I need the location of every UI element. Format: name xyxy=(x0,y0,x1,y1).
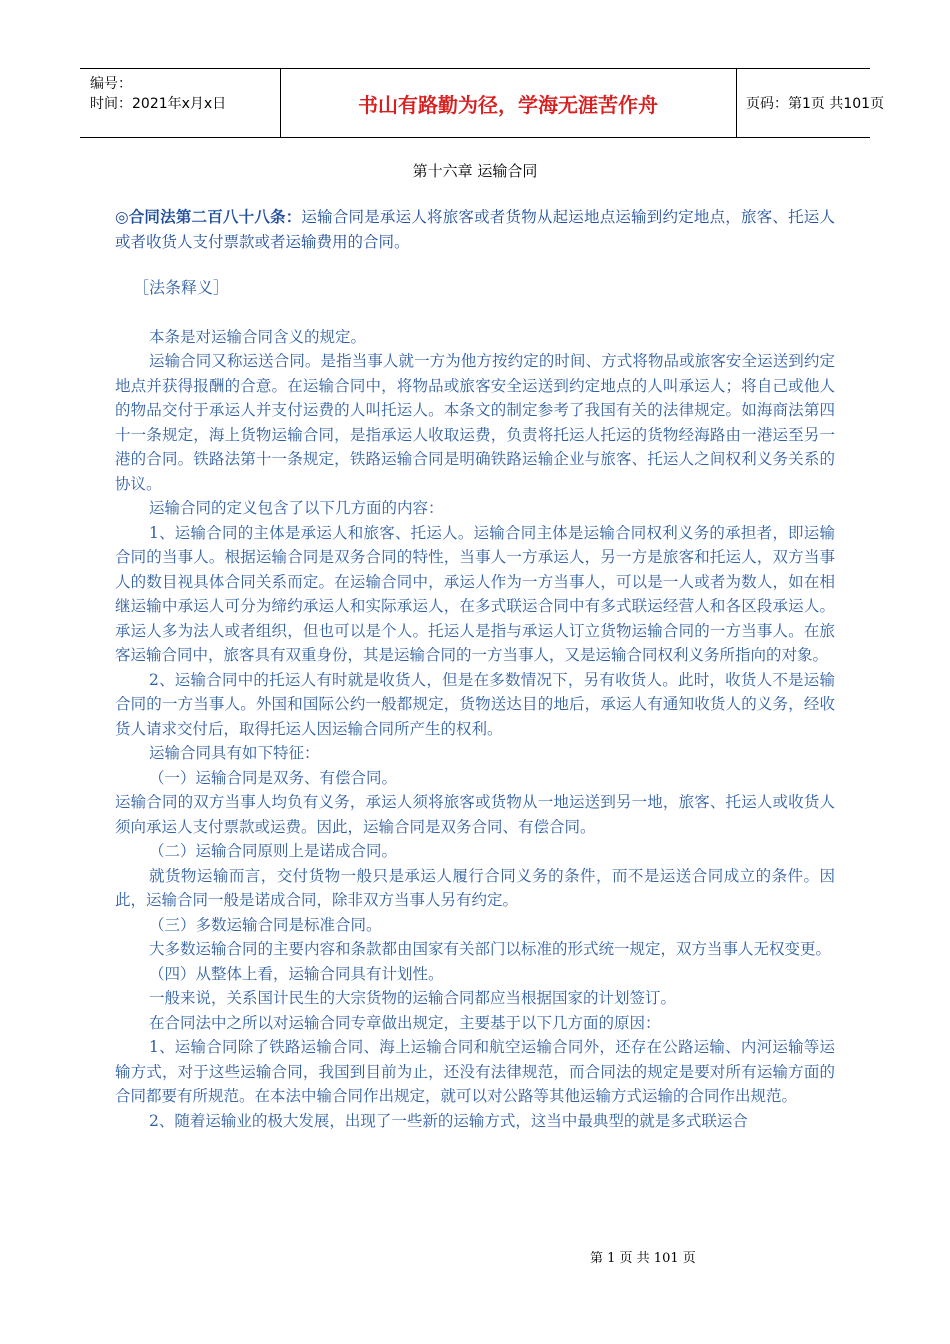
section-heading: ［法条释义］ xyxy=(133,278,230,297)
feature-heading: （三）多数运输合同是标准合同。 xyxy=(149,915,382,934)
body-paragraph: 运输合同的定义包含了以下几方面的内容： xyxy=(149,499,444,517)
body-paragraph: 2、运输合同中的托运人有时就是收货人，但是在多数情况下，另有收货人。此时，收货人不是运输合同的一方当事人。外国和国际公约一般都规定，货物送达目的地后，承运人有通知收货人的义务，经收货人请求交付后，取得托运人因运输合同所产生的权利。 xyxy=(115,670,835,738)
header-left-cell xyxy=(80,69,281,137)
feature-heading: （四）从整体上看，运输合同具有计划性。 xyxy=(149,964,444,983)
article-paragraph xyxy=(115,205,835,254)
page-header xyxy=(80,68,885,138)
article-label: ◎合同法第二百八十八条： xyxy=(115,207,302,226)
body-paragraph: 在合同法中之所以对运输合同专章做出规定，主要基于以下几方面的原因： xyxy=(149,1013,661,1032)
chapter-title: 第十六章 运输合同 xyxy=(412,162,538,180)
body-paragraph: 1、运输合同的主体是承运人和旅客、托运人。运输合同主体是运输合同权利义务的承担者，即运输合同的当事人。根据运输合同是双务合同的特性，当事人一方承运人，另一方是旅客和托运人，双方当事人的数目视具体合同关系而定。在运输合同中，承运人作为一方当事人，可以是一人或者为数人，如在相继运输中承运人可分为缔约承运人和实际承运人，在多式联运合同中有多式联运经营人和各区段承运人。承运人多为法人或者组织，但也可以是个人。托运人是指与承运人订立货物运输合同的一方当事人。在旅客运输合同中，旅客具有双重身份，其是运输合同的一方当事人，又是运输合同权利义务所指向的对象。 xyxy=(115,523,835,664)
header-right-cell xyxy=(736,69,885,137)
feature-heading: （一）运输合同是双务、有偿合同。 xyxy=(149,768,398,787)
article-text: 运输合同是承运人将旅客或者货物从起运地点运输到约定地点，旅客、托运人或者收货人支付票款或者运输费用的合同。 xyxy=(115,208,835,251)
header-page-info: 页码：第1页 共101页 xyxy=(746,96,885,112)
header-motto: 书山有路勤为径，学海无涯苦作舟 xyxy=(358,93,658,117)
body-paragraph: 运输合同的双方当事人均负有义务，承运人须将旅客或货物从一地运送到另一地，旅客、托运人或收货人须向承运人支付票款或运费。因此，运输合同是双务合同、有偿合同。 xyxy=(115,793,835,836)
body-paragraph: 本条是对运输合同含义的规定。 xyxy=(149,327,367,346)
body-paragraph: 大多数运输合同的主要内容和条款都由国家有关部门以标准的形式统一规定，双方当事人无权变更。 xyxy=(149,940,832,958)
body-paragraph: 运输合同具有如下特征： xyxy=(149,744,320,762)
body-paragraph: 1、运输合同除了铁路运输合同、海上运输合同和航空运输合同外，还存在公路运输、内河运输等运输方式，对于这些运输合同，我国到目前为止，还没有法律规范，而合同法的规定是要对所有运输方面的合同都要有所规范。在本法中输合同作出规定，就可以对公路等其他运输方式运输的合同作出规范。 xyxy=(115,1038,835,1105)
header-motto-cell xyxy=(280,69,737,137)
feature-heading: （二）运输合同原则上是诺成合同。 xyxy=(149,842,398,860)
body-paragraph: 运输合同又称运送合同。是指当事人就一方为他方按约定的时间、方式将物品或旅客安全运送到约定地点并获得报酬的合意。在运输合同中，将物品或旅客安全运送到约定地点的人叫承运人；将自己或他人的物品交付于承运人并支付运费的人叫托运人。本条文的制定参考了我国有关的法律规定。如海商法第四十一条规定，海上货物运输合同，是指承运人收取运费，负责将托运人托运的货物经海路由一港运至另一港的合同。铁路法第十一条规定，铁路运输合同是明确铁路运输企业与旅客、托运人之间权利义务关系的协议。 xyxy=(115,352,835,493)
body-paragraph: 2、随着运输业的极大发展，出现了一些新的运输方式，这当中最典型的就是多式联运合 xyxy=(149,1111,748,1130)
document-date: 时间：2021年x月x日 xyxy=(90,96,227,112)
page-footer: 第 1 页 共 101 页 xyxy=(590,1251,696,1266)
body-paragraph: 一般来说，关系国计民生的大宗货物的运输合同都应当根据国家的计划签订。 xyxy=(149,989,677,1007)
document-number-label: 编号： xyxy=(90,76,132,92)
body-paragraph: 就货物运输而言，交付货物一般只是承运人履行合同义务的条件，而不是运送合同成立的条件。因此，运输合同一般是诺成合同，除非双方当事人另有约定。 xyxy=(115,866,835,909)
document-body xyxy=(115,205,835,1133)
